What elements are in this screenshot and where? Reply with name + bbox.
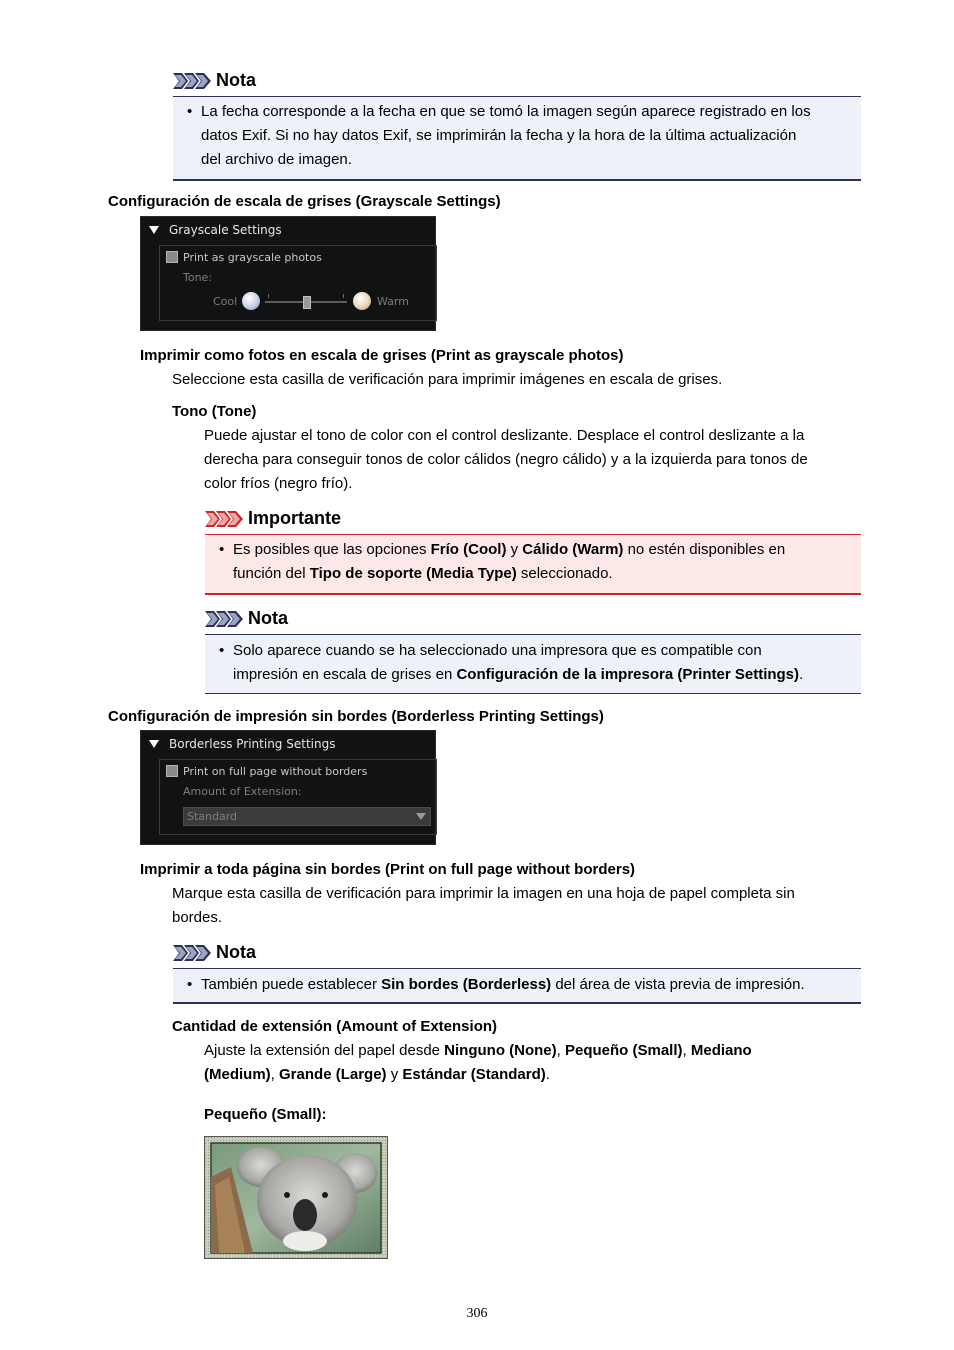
tone-label: Tone: [183,271,213,284]
text-run: y [506,541,523,558]
option-heading: Imprimir como fotos en escala de grises (Print as grayscale photos) [140,347,624,364]
text-run: , [270,1066,280,1083]
collapse-triangle-icon[interactable] [149,226,159,234]
ui-term: Mediano [690,1042,752,1059]
text-run: , [682,1042,691,1059]
note-text-line [201,973,805,997]
small-extension-preview-image [204,1136,388,1259]
text-run: del área de vista previa de impresión. [551,976,805,993]
option-text: bordes. [172,909,223,926]
bullet: • [187,103,193,120]
text-run: seleccionado. [516,565,613,582]
checkbox-label: Print on full page without borders [183,765,368,778]
note-text-line: del archivo de imagen. [201,151,352,168]
tone-slider-thumb[interactable] [303,296,311,309]
text-run: . [545,1066,550,1083]
select-value: Standard [187,810,238,823]
grayscale-settings-panel [140,216,436,331]
important-icon [205,510,245,528]
note-icon [173,944,213,962]
collapse-triangle-icon[interactable] [149,740,159,748]
warm-knob-icon[interactable] [353,292,371,310]
note-title: Nota [248,608,288,628]
panel-title: Grayscale Settings [169,223,282,237]
text-run: . [799,666,804,683]
ui-term: Frío (Cool) [430,541,507,558]
option-text [204,1039,752,1063]
note-text-line: Solo aparece cuando se ha seleccionado una impresora que es compatible con [233,642,762,659]
text-run: Ajuste la extensión del papel desde [204,1042,445,1059]
option-text: Marque esta casilla de verificación para imprimir la imagen en una hoja de papel completa sin [172,885,795,902]
note-text-line: datos Exif. Si no hay datos Exif, se imprimirán la fecha y la hora de la última actualización [201,127,797,144]
dropdown-arrow-icon[interactable] [416,813,426,820]
option-heading: Imprimir a toda página sin bordes (Print on full page without borders) [140,861,636,878]
option-text: derecha para conseguir tonos de color cálidos (negro cálido) y a la izquierda para tonos de [204,451,808,468]
ui-term: Cálido (Warm) [522,541,624,558]
sub-heading: Pequeño (Small): [204,1106,327,1123]
note-text-line: La fecha corresponde a la fecha en que se tomó la imagen según aparece registrado en los [201,103,811,120]
important-title: Importante [248,508,342,528]
option-text: Puede ajustar el tono de color con el control deslizante. Desplace el control deslizante a la [204,427,805,444]
ui-term: Configuración de la impresora (Printer Settings) [456,666,800,683]
note-icon [173,72,213,90]
warm-label: Warm [377,295,409,308]
note-title: Nota [216,70,256,90]
option-text [204,1063,550,1087]
checkbox-label: Print as grayscale photos [183,251,322,264]
section-heading: Configuración de impresión sin bordes (Borderless Printing Settings) [108,708,604,725]
option-heading: Tono (Tone) [172,403,257,420]
ui-term: Sin bordes (Borderless) [381,976,552,993]
cool-label: Cool [213,295,238,308]
tone-slider-tick [343,294,344,298]
text-run: impresión en escala de grises en [233,666,457,683]
ui-term: Ninguno (None) [444,1042,557,1059]
ui-term: Tipo de soporte (Media Type) [309,565,517,582]
option-text: Seleccione esta casilla de verificación para imprimir imágenes en escala de grises. [172,371,723,388]
important-text-line [233,562,613,586]
ui-term: Grande (Large) [279,1066,387,1083]
option-heading: Cantidad de extensión (Amount of Extension) [172,1018,498,1035]
bullet: • [219,541,225,558]
text-run: y [386,1066,403,1083]
note-title: Nota [216,942,256,962]
ui-term: Pequeño (Small) [565,1042,683,1059]
amount-label: Amount of Extension: [183,785,302,798]
borderless-checkbox[interactable] [166,765,178,777]
cool-knob-icon[interactable] [242,292,260,310]
panel-title: Borderless Printing Settings [169,737,336,751]
section-heading: Configuración de escala de grises (Grayscale Settings) [108,193,501,210]
text-run: Es posibles que las opciones [233,541,431,558]
ui-term: (Medium) [204,1066,271,1083]
ui-term: Estándar (Standard) [402,1066,546,1083]
text-run: función del [233,565,310,582]
borderless-settings-panel [140,730,436,845]
note-icon [205,610,245,628]
important-text-line [233,538,785,562]
bullet: • [187,976,193,993]
option-text: color fríos (negro frío). [204,475,353,492]
note-text-line [233,663,803,687]
bullet: • [219,642,225,659]
amount-select[interactable] [183,807,431,826]
text-run: no estén disponibles en [623,541,786,558]
text-run: , [556,1042,565,1059]
page-number: 306 [466,1306,488,1321]
grayscale-checkbox[interactable] [166,251,178,263]
tone-slider-tick [268,294,269,298]
text-run: También puede establecer [201,976,382,993]
